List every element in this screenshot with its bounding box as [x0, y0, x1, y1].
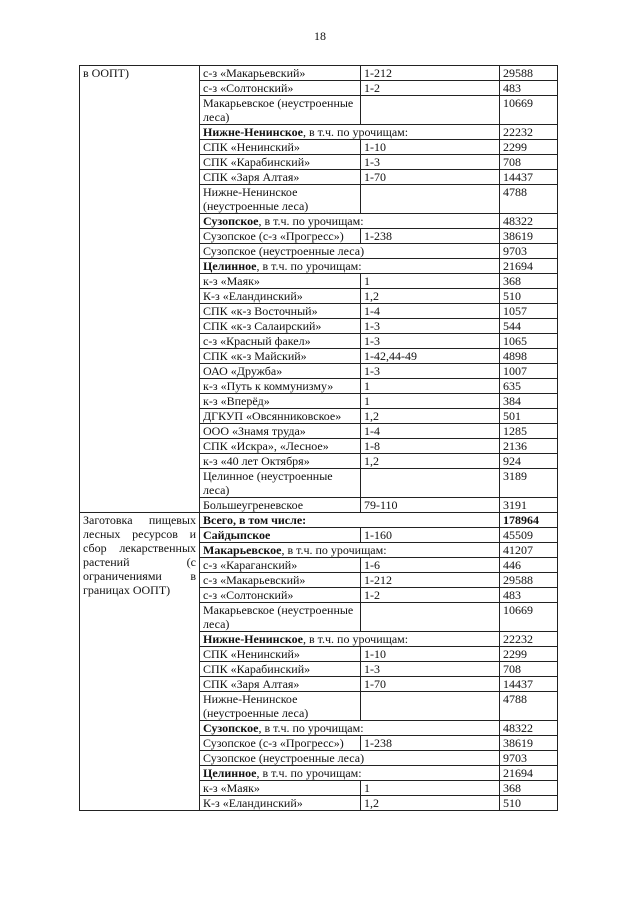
quarter-numbers: 1,2 — [361, 796, 500, 811]
area-value: 10669 — [500, 96, 558, 125]
table-row — [80, 513, 558, 528]
area-value: 21694 — [500, 766, 558, 781]
area-value: 22232 — [500, 125, 558, 140]
area-value: 2299 — [500, 647, 558, 662]
tract-name: к-з «40 лет Октября» — [200, 454, 361, 469]
tract-name: с-з «Солтонский» — [200, 81, 361, 96]
tract-name: СПК «Искра», «Лесное» — [200, 439, 361, 454]
area-value: 635 — [500, 379, 558, 394]
group-name: Целинное — [203, 766, 257, 780]
tract-name: СПК «Карабинский» — [200, 155, 361, 170]
area-value: 368 — [500, 781, 558, 796]
area-value: 22232 — [500, 632, 558, 647]
area-value: 45509 — [500, 528, 558, 543]
section-label: в ООПТ) — [80, 66, 200, 513]
group-heading — [200, 766, 500, 781]
group-heading — [200, 513, 500, 528]
area-value: 21694 — [500, 259, 558, 274]
quarter-numbers: 1 — [361, 274, 500, 289]
tract-name: с-з «Караганский» — [200, 558, 361, 573]
group-name: Макарьевское — [203, 543, 282, 557]
area-value: 708 — [500, 155, 558, 170]
tract-name: СПК «Заря Алтая» — [200, 170, 361, 185]
area-value: 2299 — [500, 140, 558, 155]
tract-name: с-з «Макарьевский» — [200, 66, 361, 81]
area-value: 48322 — [500, 214, 558, 229]
tract-name: СПК «к-з Восточный» — [200, 304, 361, 319]
area-value: 38619 — [500, 736, 558, 751]
tract-name: СПК «к-з Майский» — [200, 349, 361, 364]
table-row — [80, 66, 558, 81]
quarter-numbers: 1 — [361, 394, 500, 409]
area-value: 1285 — [500, 424, 558, 439]
quarter-numbers: 1-8 — [361, 439, 500, 454]
group-heading — [200, 543, 500, 558]
area-value: 4788 — [500, 692, 558, 721]
quarter-numbers: 1-3 — [361, 364, 500, 379]
area-value: 9703 — [500, 244, 558, 259]
quarter-numbers — [361, 469, 500, 498]
tract-name: СПК «Заря Алтая» — [200, 677, 361, 692]
page-number: 18 — [314, 29, 326, 43]
quarter-numbers: 1,2 — [361, 454, 500, 469]
quarter-numbers: 1,2 — [361, 289, 500, 304]
quarter-numbers: 1-10 — [361, 647, 500, 662]
tract-name: Макарьевское (неустроенные леса) — [200, 96, 361, 125]
quarter-numbers: 1 — [361, 781, 500, 796]
area-value: 544 — [500, 319, 558, 334]
tract-name: Сузопское (неустроенные леса) — [200, 244, 500, 259]
tract-name: к-з «Вперёд» — [200, 394, 361, 409]
quarter-numbers: 1-3 — [361, 334, 500, 349]
group-name: Сузопское — [203, 721, 259, 735]
area-value: 14437 — [500, 677, 558, 692]
quarter-numbers: 1-238 — [361, 736, 500, 751]
area-value: 924 — [500, 454, 558, 469]
tract-name: Нижне-Ненинское (неустроенные леса) — [200, 692, 361, 721]
area-value: 29588 — [500, 573, 558, 588]
area-value: 1065 — [500, 334, 558, 349]
quarter-numbers: 1-3 — [361, 662, 500, 677]
quarter-numbers: 1-10 — [361, 140, 500, 155]
group-suffix: , в т.ч. по урочищам: — [256, 766, 362, 780]
area-value: 2136 — [500, 439, 558, 454]
quarter-numbers: 1-3 — [361, 155, 500, 170]
area-value: 483 — [500, 588, 558, 603]
tract-name: ДГКУП «Овсянниковское» — [200, 409, 361, 424]
quarter-numbers: 1-2 — [361, 588, 500, 603]
tract-name: к-з «Маяк» — [200, 274, 361, 289]
group-suffix: , в т.ч. по урочищам: — [258, 721, 364, 735]
group-name: Нижне-Ненинское — [203, 125, 303, 139]
quarter-numbers: 1-212 — [361, 66, 500, 81]
tract-name: Нижне-Ненинское (неустроенные леса) — [200, 185, 361, 214]
quarter-numbers: 1-70 — [361, 170, 500, 185]
quarter-numbers: 1-238 — [361, 229, 500, 244]
tract-name: Сузопское (с-з «Прогресс») — [200, 736, 361, 751]
tract-name: Сузопское (неустроенные леса) — [200, 751, 500, 766]
area-value: 4898 — [500, 349, 558, 364]
tract-name: с-з «Красный факел» — [200, 334, 361, 349]
tract-name: Макарьевское (неустроенные леса) — [200, 603, 361, 632]
tract-name: к-з «Путь к коммунизму» — [200, 379, 361, 394]
group-heading — [200, 259, 500, 274]
area-value: 3191 — [500, 498, 558, 513]
quarter-numbers: 1 — [361, 379, 500, 394]
tract-name: к-з «Маяк» — [200, 781, 361, 796]
quarter-numbers: 1,2 — [361, 409, 500, 424]
tract-name: Сузопское (с-з «Прогресс») — [200, 229, 361, 244]
group-heading — [200, 125, 500, 140]
quarter-numbers: 1-6 — [361, 558, 500, 573]
area-value: 483 — [500, 81, 558, 96]
area-value: 368 — [500, 274, 558, 289]
area-value: 41207 — [500, 543, 558, 558]
area-value: 48322 — [500, 721, 558, 736]
tract-name: Сайдыпское — [200, 528, 361, 543]
group-name: Целинное — [203, 259, 257, 273]
tract-name: СПК «Ненинский» — [200, 647, 361, 662]
tract-name: Целинное (неустроенные леса) — [200, 469, 361, 498]
area-value: 38619 — [500, 229, 558, 244]
tract-name: Большеугреневское — [200, 498, 361, 513]
area-value: 708 — [500, 662, 558, 677]
group-name: Всего, в том числе: — [203, 513, 307, 527]
group-suffix: , в т.ч. по урочищам: — [281, 543, 387, 557]
area-value: 29588 — [500, 66, 558, 81]
area-value: 510 — [500, 289, 558, 304]
area-value: 384 — [500, 394, 558, 409]
section-label: Заготовка пищевых лесных ресурсов и сбор лекарственных растений (с ограничениями в границах ООПТ) — [80, 513, 200, 811]
area-value: 510 — [500, 796, 558, 811]
tract-name: СПК «Ненинский» — [200, 140, 361, 155]
tract-name: К-з «Еландинский» — [200, 289, 361, 304]
area-value: 3189 — [500, 469, 558, 498]
quarter-numbers: 1-42,44-49 — [361, 349, 500, 364]
group-heading — [200, 214, 500, 229]
area-value: 4788 — [500, 185, 558, 214]
tract-name: СПК «Карабинский» — [200, 662, 361, 677]
group-suffix: , в т.ч. по урочищам: — [303, 125, 409, 139]
quarter-numbers: 1-2 — [361, 81, 500, 96]
tract-name: ОАО «Дружба» — [200, 364, 361, 379]
group-heading — [200, 632, 500, 647]
area-value: 501 — [500, 409, 558, 424]
tract-name: с-з «Макарьевский» — [200, 573, 361, 588]
tract-name: К-з «Еландинский» — [200, 796, 361, 811]
area-value: 9703 — [500, 751, 558, 766]
group-name: Сузопское — [203, 214, 259, 228]
quarter-numbers — [361, 96, 500, 125]
area-value: 1057 — [500, 304, 558, 319]
group-heading — [200, 721, 500, 736]
tract-name: ООО «Знамя труда» — [200, 424, 361, 439]
group-suffix: , в т.ч. по урочищам: — [303, 632, 409, 646]
quarter-numbers: 1-3 — [361, 319, 500, 334]
area-value: 10669 — [500, 603, 558, 632]
group-name: Нижне-Ненинское — [203, 632, 303, 646]
group-suffix: , в т.ч. по урочищам: — [258, 214, 364, 228]
area-value: 446 — [500, 558, 558, 573]
quarter-numbers: 1-4 — [361, 304, 500, 319]
tract-name: с-з «Солтонский» — [200, 588, 361, 603]
quarter-numbers: 1-160 — [361, 528, 500, 543]
forest-areas-table — [79, 65, 558, 811]
area-value: 1007 — [500, 364, 558, 379]
quarter-numbers — [361, 692, 500, 721]
tract-name: СПК «к-з Салаирский» — [200, 319, 361, 334]
quarter-numbers — [361, 603, 500, 632]
area-value: 178964 — [500, 513, 558, 528]
quarter-numbers — [361, 185, 500, 214]
quarter-numbers: 1-4 — [361, 424, 500, 439]
area-value: 14437 — [500, 170, 558, 185]
quarter-numbers: 1-70 — [361, 677, 500, 692]
quarter-numbers: 79-110 — [361, 498, 500, 513]
group-suffix: , в т.ч. по урочищам: — [256, 259, 362, 273]
quarter-numbers: 1-212 — [361, 573, 500, 588]
